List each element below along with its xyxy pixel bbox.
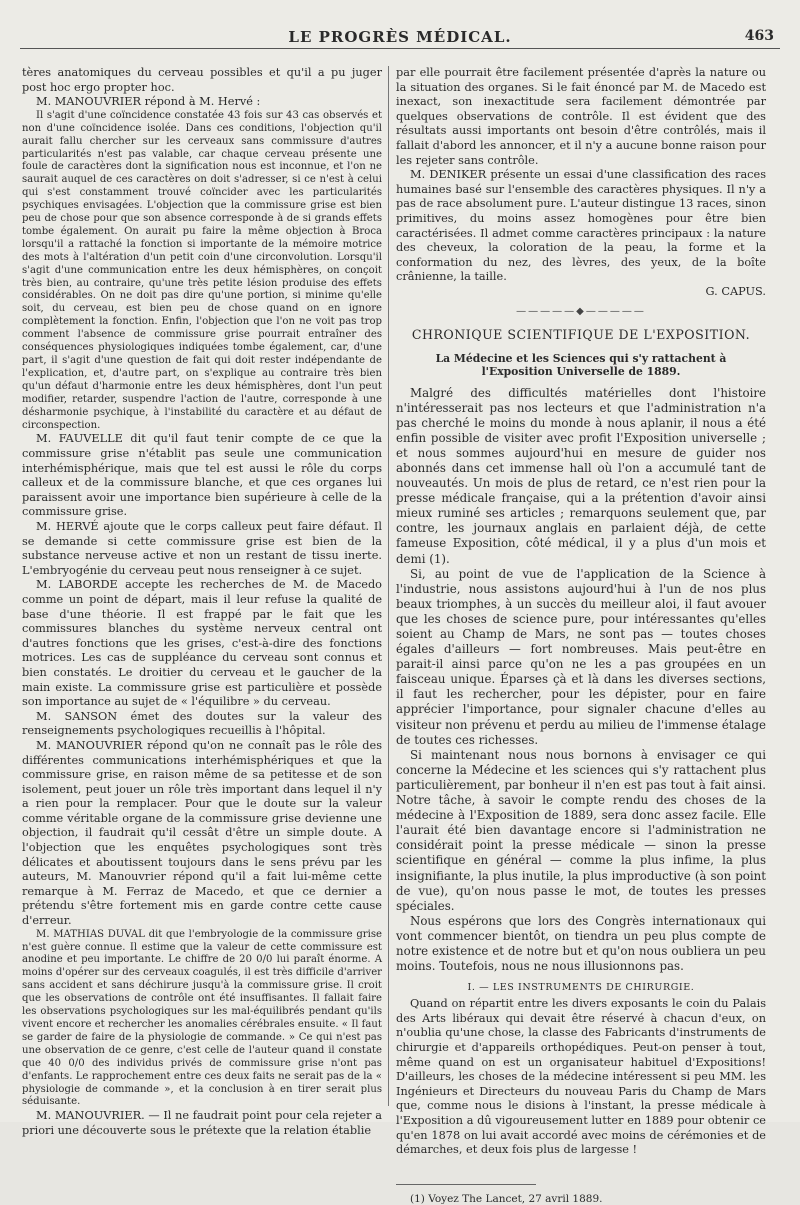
- page-number: 463: [744, 28, 774, 44]
- left-column: [22, 66, 382, 1137]
- paragraph: Si, au point de vue de l'application de la Science à l'industrie, nous assistons aujourd'hui à l'un de nos plus beaux triomphes, à un succès du meilleur aloi, il faut avouer que les choses de science pure, pour intéressantes qu'elles soient au Champ de Mars, ne sont pas — toutes choses égales d'ailleurs — fort nombreuses. Mais peut-être en parait-il ainsi parce qu'on ne les a pas groupées en un faisceau unique. Éparses çà et là dans les diverses sections, il faut les rechercher, pour les dépister, pour en faire apprécier l'importance, pour signaler chacune d'elles au visiteur non prévenu et perdu au milieu de l'immense étalage de toutes ces richesses.: [396, 566, 766, 747]
- article-subtitle: La Médecine et les Sciences qui s'y rattachent à l'Exposition Universelle de 1889.: [435, 351, 727, 378]
- paragraph: M. LABORDE accepte les recherches de M. de Macedo comme un point de départ, mais il leur refuse la qualité de base d'une théorie. Il est frappé par le fait que les commissures blanches du système nerveux central ont d'autres fonctions que les grises, c'est-à-dire des fonctions motrices. Les cas de suppléance du cerveau sont connus et bien constatés. Le droitier du cerveau et le gaucher de la main existe. La commissure grise est particulière et possède son importance au sujet de « l'équilibre » du cerveau.: [22, 578, 382, 709]
- paragraph: M. FAUVELLE dit qu'il faut tenir compte de ce que la commissure grise n'établit pas seule une communication interhémisphérique, mais que tel est aussi le rôle du corps calleux et de la commissure blanche, et que ces organes lui paraissent avoir une importance bien supérieure à celle de la commissure grise.: [22, 432, 382, 519]
- paragraph: par elle pourrait être facilement présentée d'après la nature ou la situation des organes. Si le fait énoncé par M. de Macedo est inexact, son inexactitude sera facilement démontrée par quelques observations de contrôle. Il est évident que des résultats aussi importants ont besoin d'être contrôlés, mais il fallait d'abord les annoncer, et il n'y a aucune bonne raison pour les rejeter sans contrôle.: [396, 66, 766, 167]
- paragraph: M. HERVÉ ajoute que le corps calleux peut faire défaut. Il se demande si cette commissure grise est bien de la substance nerveuse active et non un restant de tissu inerte. L'embryogénie du cerveau peut nous renseigner à ce sujet.: [22, 520, 382, 577]
- journal-title: LE PROGRÈS MÉDICAL.: [288, 28, 512, 46]
- author-signature: G. CAPUS.: [705, 284, 766, 298]
- column-divider: [388, 66, 389, 1106]
- paragraph: M. MANOUVRIER répond qu'on ne connaît pas le rôle des différentes communications interhémisphériques et que la commissure grise, en raison même de sa petitesse et de son isolement, peut jouer un rôle très important dans lequel il n'y a rien pour la remplacer. Pour que le doute sur la valeur comme véritable organe de la commissure grise devienne une objection, il faudrait qu'il cessât d'être un simple doute. A l'objection que les enquêtes psychologiques sont très délicates et aboutissent toujours dans le sens prévu par les auteurs, M. Manouvrier répond qu'il a fait lui-même cette remarque à M. Ferraz de Macedo, et que ce dernier a prétendu s'être fortement mis en garde contre cette cause d'erreur.: [22, 738, 382, 928]
- paragraph: M. DENIKER présente un essai d'une classification des races humaines basé sur l'ensemble des caractères physiques. Il n'y a pas de race absolument pure. L'auteur distingue 13 races, sinon primitives, du moins assez homogènes pour être bien caractérisées. Il admet comme caractères principaux : la nature des cheveux, la coloration de la peau, la forme et la conformation du nez, des lèvres, des yeux, de la boîte crânienne, la taille.: [396, 168, 766, 284]
- ornamental-divider-icon: —————◆—————: [516, 305, 646, 317]
- paragraph: M. MANOUVRIER. — Il ne faudrait point pour cela rejeter a priori une découverte sous le prétexte que la relation établie: [22, 1109, 382, 1137]
- paragraph: Malgré des difficultés matérielles dont l'histoire n'intéresserait pas nos lecteurs et que l'administration n'a pas cherché le moins du monde à nous aplanir, il nous a été enfin possible de visiter avec profit l'Exposition universelle ; et nous sommes aujourd'hui en mesure de guider nos abonnés dans cet immense hall où l'on a accumulé tant de nouveautés. Un mois de plus de retard, ce n'est rien pour la presse médicale française, qui a la prétention d'avoir ainsi mieux ruminé ses articles ; remarquons seulement que, par contre, les journaux anglais en parlaient déjà, de cette fameuse Exposition, côté médical, il y a plus d'un mois et demi (1).: [396, 385, 766, 566]
- paragraph: Nous espérons que lors des Congrès internationaux qui vont commencer bientôt, on tiendra un peu plus compte de notre existence et de notre but et qu'on nous oubliera un peu moins. Toutefois, nous ne nous illusionnons pas.: [396, 913, 766, 974]
- footnote: (1) Voyez The Lancet, 27 avril 1889.: [410, 1192, 603, 1205]
- paragraph: Il s'agit d'une coïncidence constatée 43 fois sur 43 cas observés et non d'une coïncidence isolée. Dans ces conditions, l'objection qu'il aurait fallu chercher sur les cerveaux sans commissure d'autres particularités n'est pas valable, car chaque cerveau présente une foule de caractères dont la signification nous est inconnue, et l'on ne saurait auquel de ces caractères on doit s'adresser, si ce n'est à celui qui s'est constamment trouvé coïncider avec les particularités psychiques envisagées. L'objection que la commissure grise est bien peu de chose pour que son absence corresponde à de si grands effets tombe également. On aurait pu faire la même objection à Broca lorsqu'il a rattaché la fonction si importante de la mémoire motrice des mots à l'altération d'un petit coin d'une circonvolution. Lorsqu'il s'agit d'une communication entre les deux hémisphères, on conçoit très bien, au contraire, qu'une très petite lésion produise des effets considérables. On ne doit pas dire qu'une portion, si minime qu'elle soit, du cerveau, est bien peu de chose quand on en ignore complètement la fonction. Enfin, l'objection que l'on ne voit pas trop comment l'absence de commissure grise pourrait entraîner des conséquences physiologiques indiquées tombe également, car, d'une part, il s'agit d'une question de fait qui doit rester indépendante de l'explication, et, d'autre part, on s'explique au contraire très bien qu'un défaut d'harmonie entre les deux hémisphères, dont l'un peut modifier, retarder, suspendre l'action de l'autre, corresponde à une désharmonie psychique, à l'instabilité du caractère et au défaut de circonspection.: [22, 109, 382, 431]
- footnote-rule: [396, 1184, 536, 1185]
- paragraph: M. SANSON émet des doutes sur la valeur des renseignements psychologiques recueillis à l'hôpital.: [22, 709, 382, 738]
- paragraph: M. MATHIAS DUVAL dit que l'embryologie de la commissure grise n'est guère connue. Il estime que la valeur de cette commissure est anodine et peu importante. Le chiffre de 20 0/0 lui paraît énorme. A moins d'opérer sur des cerveaux coagulés, il est très difficile d'arriver sans accident et sans déchirure jusqu'à la commissure grise. Il croit que les observations de contrôle ont été insuffisantes. Il fallait faire les observations psychologiques sur les mal-équilibrés pendant qu'ils vivent encore et rechercher les anomalies cérébrales ensuite. « Il faut se garder de faire de la physiologie de commande. » Ce qui n'est pas une observation de ce genre, c'est celle de l'auteur quand il constate que 40 0/0 des individus privés de commissure grise n'ont pas d'enfants. Le rapprochement entre ces deux faits ne serait pas de la « physiologie de commande », et la conclusion à en tirer serait plus séduisante.: [22, 928, 382, 1108]
- chronique-title: CHRONIQUE SCIENTIFIQUE DE L'EXPOSITION.: [411, 326, 751, 342]
- page-header: [20, 26, 780, 49]
- section-heading: I. — LES INSTRUMENTS DE CHIRURGIE.: [467, 982, 695, 994]
- right-column: [396, 66, 766, 1205]
- paragraph: tères anatomiques du cerveau possibles et qu'il a pu juger post hoc ergo propter hoc.: [22, 66, 382, 94]
- paragraph: Si maintenant nous nous bornons à envisager ce qui concerne la Médecine et les sciences qui s'y rattachent plus particulièrement, par bonheur il n'en est pas tout à fait ainsi. Notre tâche, à savoir le compte rendu des choses de la médecine à l'Exposition de 1889, sera donc assez facile. Elle l'aurait été bien davantage encore si l'administration ne considérait point la presse médicale — sinon la presse scientifique en général — comme la plus infime, la plus insignifiante, la plus inutile, la plus improductive (à son point de vue), qu'on nous passe le mot, de toutes les presses spéciales.: [396, 747, 766, 913]
- paragraph: Quand on répartit entre les divers exposants le coin du Palais des Arts libéraux qui devait être réservé à chacun d'eux, on n'oublia qu'une chose, la classe des Fabricants d'instruments de chirurgie et d'appareils orthopédiques. Peut-on penser à tout, même quand on est un organisateur habituel d'Expositions! D'ailleurs, les choses de la médecine intéressent si peu MM. les Ingénieurs et Directeurs du nouveau Paris du Champ de Mars que, comme nous le disions à l'instant, la presse médicale à l'Exposition a dû vigoureusement lutter en 1889 pour obtenir ce qu'en 1878 on lui avait accordé avec moins de cérémonies et de démarches, et deux fois plus de largesse !: [396, 997, 766, 1157]
- paragraph: M. MANOUVRIER répond à M. Hervé :: [36, 95, 261, 109]
